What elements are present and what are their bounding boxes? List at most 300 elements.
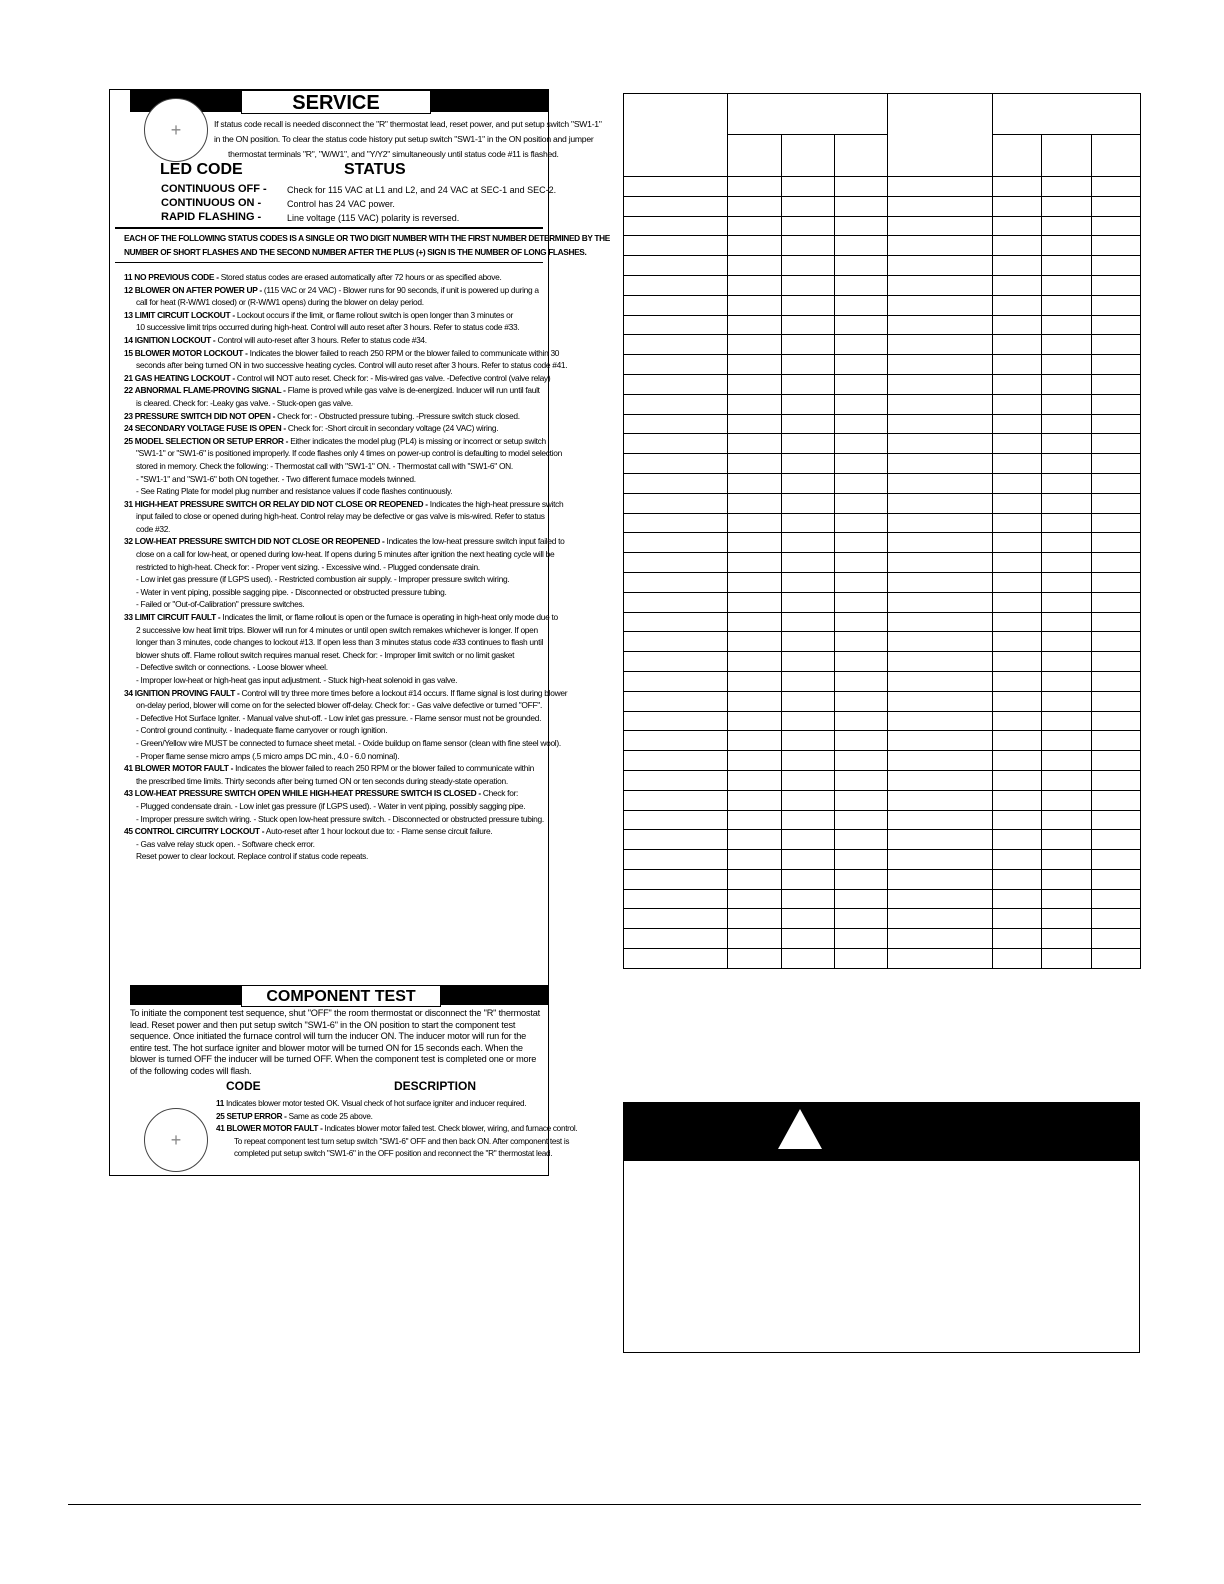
- led-status-continuous-off: Check for 115 VAC at L1 and L2, and 24 VAC at SEC-1 and SEC-2.: [287, 185, 557, 195]
- status-code-number: 22: [124, 385, 133, 396]
- table-cell: [888, 196, 993, 216]
- table-cell: [1042, 295, 1092, 315]
- led-code-heading: LED CODE: [160, 161, 243, 178]
- table-cell: [888, 850, 993, 870]
- table-header-cell: [888, 94, 993, 177]
- table-cell: [728, 691, 782, 711]
- table-cell: [993, 256, 1042, 276]
- table-cell: [888, 612, 993, 632]
- table-row: [624, 196, 1141, 216]
- status-code-item: [124, 687, 568, 700]
- table-cell: [835, 810, 888, 830]
- table-cell: [624, 196, 728, 216]
- table-cell: [1042, 691, 1092, 711]
- table-cell: [782, 454, 835, 474]
- table-cell: [1092, 473, 1141, 493]
- table-cell: [835, 869, 888, 889]
- banner-line-1: EACH OF THE FOLLOWING STATUS CODES IS A SINGLE OR TWO DIGIT NUMBER WITH THE FIRST NUMBER DETERMINED BY THE: [124, 233, 610, 243]
- status-code-name: IGNITION LOCKOUT -: [134, 334, 216, 345]
- table-cell: [835, 790, 888, 810]
- status-code-name: BLOWER ON AFTER POWER UP -: [134, 284, 262, 295]
- table-cell: [782, 216, 835, 236]
- table-cell: [993, 236, 1042, 256]
- table-cell: [624, 374, 728, 394]
- table-header-cell: [624, 94, 728, 177]
- table-cell: [624, 711, 728, 731]
- table-cell: [888, 770, 993, 790]
- description-heading: DESCRIPTION: [394, 1079, 477, 1093]
- status-code-text: code #32.: [136, 523, 171, 534]
- table-cell: [1042, 889, 1092, 909]
- status-code-text: blower shuts off. Flame rollout switch requires manual reset. Check for: - Improper limit switch or no limit gasket: [136, 649, 515, 660]
- table-cell: [835, 236, 888, 256]
- table-row: [624, 572, 1141, 592]
- table-cell: [888, 493, 993, 513]
- code-heading: CODE: [226, 1079, 261, 1093]
- table-cell: [1042, 869, 1092, 889]
- table-cell: [782, 572, 835, 592]
- table-cell: [1092, 434, 1141, 454]
- status-code-item: [124, 410, 544, 423]
- table-cell: [728, 929, 782, 949]
- table-cell: [782, 236, 835, 256]
- table-cell: [728, 275, 782, 295]
- table-cell: [835, 929, 888, 949]
- table-subheader-cell: [1042, 135, 1092, 177]
- table-cell: [888, 553, 993, 573]
- table-cell: [1092, 553, 1141, 573]
- table-cell: [728, 454, 782, 474]
- table-cell: [782, 929, 835, 949]
- table-cell: [624, 394, 728, 414]
- status-code-item: [124, 762, 544, 775]
- table-cell: [835, 473, 888, 493]
- status-code-text: close on a call for low-heat, or opened during low-heat. If opens during 5 minutes after ignition the next heating cycle will be: [136, 549, 555, 560]
- table-cell: [993, 949, 1042, 969]
- table-cell: [728, 770, 782, 790]
- table-cell: [1042, 909, 1092, 929]
- status-code-text: call for heat (R-W/W1 closed) or (R-W/W1 opens) during the blower on delay period.: [136, 297, 424, 308]
- table-cell: [993, 454, 1042, 474]
- table-cell: [624, 454, 728, 474]
- status-code-number: 25: [124, 435, 133, 446]
- table-cell: [782, 850, 835, 870]
- table-row: [624, 216, 1141, 236]
- table-cell: [888, 671, 993, 691]
- status-code-list: [124, 271, 568, 863]
- table-cell: [835, 731, 888, 751]
- table-cell: [888, 414, 993, 434]
- table-cell: [1042, 196, 1092, 216]
- table-row: [624, 335, 1141, 355]
- table-cell: [993, 473, 1042, 493]
- table-cell: [1092, 869, 1141, 889]
- table-cell: [835, 889, 888, 909]
- table-cell: [1042, 275, 1092, 295]
- table-cell: [624, 295, 728, 315]
- table-cell: [1042, 553, 1092, 573]
- table-cell: [728, 216, 782, 236]
- table-row: [624, 711, 1141, 731]
- plus-icon: +: [170, 1130, 182, 1150]
- table-cell: [624, 652, 728, 672]
- status-code-item: [124, 309, 544, 322]
- table-cell: [1092, 275, 1141, 295]
- table-cell: [624, 275, 728, 295]
- status-code-text: Lockout occurs if the limit, or flame rollout switch is open longer than 3 minutes or: [234, 309, 514, 320]
- status-code-text: Flame is proved while gas valve is de-energized. Inducer will run until fault: [285, 385, 540, 396]
- led-code-rapid-flashing: RAPID FLASHING -: [161, 211, 262, 223]
- table-cell: [888, 810, 993, 830]
- table-cell: [1042, 929, 1092, 949]
- table-cell: [888, 256, 993, 276]
- table-row: [624, 612, 1141, 632]
- status-code-text: Either indicates the model plug (PL4) is missing or incorrect or setup switch: [288, 435, 546, 446]
- table-row: [624, 909, 1141, 929]
- status-code-text: Control will try three more times before a lockout #14 occurs. If flame signal is lost during blower: [239, 687, 568, 698]
- table-row: [624, 533, 1141, 553]
- table-cell: [835, 830, 888, 850]
- table-cell: [624, 355, 728, 375]
- table-cell: [1042, 770, 1092, 790]
- table-cell: [1092, 454, 1141, 474]
- status-code-name: LOW-HEAT PRESSURE SWITCH OPEN WHILE HIGH-HEAT PRESSURE SWITCH IS CLOSED -: [134, 788, 481, 799]
- table-cell: [782, 533, 835, 553]
- table-cell: [782, 473, 835, 493]
- table-cell: [624, 513, 728, 533]
- table-cell: [624, 592, 728, 612]
- led-code-continuous-off: CONTINUOUS OFF -: [161, 183, 267, 195]
- component-test-code-item: [216, 1111, 550, 1124]
- table-cell: [1092, 335, 1141, 355]
- table-cell: [1092, 513, 1141, 533]
- table-cell: [888, 711, 993, 731]
- table-cell: [728, 177, 782, 197]
- table-cell: [1042, 751, 1092, 771]
- status-code-text: Control will NOT auto reset. Check for: - Mis-wired gas valve. -Defective control (valve relay): [234, 372, 551, 383]
- table-cell: [888, 731, 993, 751]
- status-code-number: 21: [124, 372, 133, 383]
- table-cell: [1092, 790, 1141, 810]
- service-label-panel: [109, 89, 610, 1176]
- table-row: [624, 295, 1141, 315]
- table-row: [624, 929, 1141, 949]
- table-cell: [1092, 711, 1141, 731]
- component-test-code-text: Same as code 25 above.: [286, 1111, 373, 1121]
- status-code-item: [124, 535, 565, 548]
- table-cell: [888, 572, 993, 592]
- table-cell: [728, 612, 782, 632]
- table-row: [624, 889, 1141, 909]
- status-code-item: [124, 825, 544, 838]
- status-code-text: Check for: - Obstructed pressure tubing. -Pressure switch stuck closed.: [275, 410, 520, 421]
- status-code-item: [124, 347, 560, 360]
- status-code-text: on-delay period, blower will come on for the selected blower off-delay. Check for: - Gas valve defective or turned "OFF".: [136, 700, 542, 711]
- table-cell: [782, 374, 835, 394]
- table-cell: [888, 533, 993, 553]
- table-cell: [1092, 493, 1141, 513]
- status-code-name: HIGH-HEAT PRESSURE SWITCH OR RELAY DID NOT CLOSE OR REOPENED -: [134, 498, 428, 509]
- table-row: [624, 394, 1141, 414]
- table-cell: [782, 909, 835, 929]
- status-code-text: Control will auto-reset after 3 hours. Refer to status code #34.: [215, 334, 427, 345]
- table-cell: [624, 177, 728, 197]
- status-code-text: - Control ground continuity. - Inadequate flame carryover or rough ignition.: [136, 725, 388, 736]
- status-code-number: 32: [124, 536, 133, 547]
- table-cell: [782, 275, 835, 295]
- table-cell: [1092, 533, 1141, 553]
- table-cell: [1042, 315, 1092, 335]
- status-code-item: [124, 435, 544, 448]
- table-row: [624, 256, 1141, 276]
- status-code-number: 33: [124, 612, 133, 623]
- table-cell: [835, 751, 888, 771]
- table-cell: [1092, 671, 1141, 691]
- table-cell: [993, 810, 1042, 830]
- table-cell: [888, 830, 993, 850]
- table-row: [624, 850, 1141, 870]
- component-test-code-list: [216, 1098, 578, 1161]
- status-heading: STATUS: [344, 161, 406, 178]
- table-cell: [888, 889, 993, 909]
- divider: [115, 262, 543, 263]
- table-cell: [1042, 830, 1092, 850]
- table-cell: [835, 335, 888, 355]
- status-code-text: - Improper low-heat or high-heat gas input adjustment. - Stuck high-heat solenoid in gas valve.: [136, 675, 458, 685]
- table-cell: [1042, 592, 1092, 612]
- table-cell: [993, 929, 1042, 949]
- table-cell: [782, 751, 835, 771]
- component-test-code-text: Indicates blower motor failed test. Check blower, wiring, and furnace control.: [322, 1124, 578, 1133]
- table-cell: [993, 652, 1042, 672]
- table-header-cell: [993, 94, 1141, 135]
- table-cell: [1092, 315, 1141, 335]
- table-cell: [728, 236, 782, 256]
- table-cell: [1092, 909, 1141, 929]
- table-cell: [728, 256, 782, 276]
- table-cell: [728, 592, 782, 612]
- table-row: [624, 434, 1141, 454]
- table-cell: [782, 394, 835, 414]
- table-cell: [624, 691, 728, 711]
- table-cell: [835, 374, 888, 394]
- status-code-text: Stored status codes are erased automatically after 72 hours or as specified above.: [218, 272, 502, 282]
- table-subheader-cell: [835, 135, 888, 177]
- table-subheader-cell: [993, 135, 1042, 177]
- table-cell: [835, 850, 888, 870]
- table-cell: [728, 909, 782, 929]
- table-cell: [835, 632, 888, 652]
- status-code-number: 31: [124, 498, 133, 509]
- status-code-number: 23: [124, 410, 133, 421]
- table-cell: [728, 632, 782, 652]
- table-subheader-cell: [1092, 135, 1141, 177]
- table-cell: [1092, 731, 1141, 751]
- status-code-number: 11: [124, 272, 133, 282]
- table-cell: [782, 691, 835, 711]
- status-code-name: MODEL SELECTION OR SETUP ERROR -: [134, 435, 289, 446]
- table-row: [624, 493, 1141, 513]
- table-cell: [888, 454, 993, 474]
- table-row: [624, 592, 1141, 612]
- mounting-hole-top: [144, 98, 208, 162]
- table-cell: [624, 869, 728, 889]
- table-cell: [888, 513, 993, 533]
- table-cell: [1042, 434, 1092, 454]
- table-cell: [1092, 751, 1141, 771]
- table-cell: [1092, 691, 1141, 711]
- table-cell: [993, 909, 1042, 929]
- table-cell: [728, 196, 782, 216]
- component-test-intro-line: lead. Reset power and then put setup switch "SW1-6" in the ON position to start the component test: [130, 1019, 516, 1030]
- table-cell: [624, 949, 728, 969]
- table-cell: [993, 533, 1042, 553]
- table-cell: [835, 196, 888, 216]
- status-code-text: 10 successive limit trips occurred during high-heat. Control will auto reset after 3 hours. Refer to status code #33.: [136, 322, 520, 333]
- warning-header-bar: [624, 1103, 1139, 1161]
- table-cell: [782, 553, 835, 573]
- table-cell: [1092, 572, 1141, 592]
- table-cell: [728, 572, 782, 592]
- table-cell: [888, 236, 993, 256]
- table-cell: [1042, 612, 1092, 632]
- table-cell: [993, 394, 1042, 414]
- table-cell: [782, 869, 835, 889]
- table-cell: [835, 434, 888, 454]
- table-cell: [888, 652, 993, 672]
- table-cell: [835, 572, 888, 592]
- table-cell: [782, 177, 835, 197]
- status-code-item: [124, 787, 544, 800]
- table-cell: [782, 513, 835, 533]
- table-cell: [835, 295, 888, 315]
- table-row: [624, 790, 1141, 810]
- table-cell: [728, 493, 782, 513]
- table-cell: [782, 671, 835, 691]
- table-cell: [728, 315, 782, 335]
- banner-line-2: NUMBER OF SHORT FLASHES AND THE SECOND NUMBER AFTER THE PLUS (+) SIGN IS THE NUMBER OF LONG FLASHES.: [124, 247, 587, 257]
- table-cell: [835, 216, 888, 236]
- table-cell: [993, 177, 1042, 197]
- status-code-name: GAS HEATING LOCKOUT -: [134, 372, 235, 383]
- table-cell: [782, 196, 835, 216]
- table-cell: [782, 355, 835, 375]
- table-row: [624, 869, 1141, 889]
- status-code-item: [124, 372, 551, 385]
- table-cell: [728, 394, 782, 414]
- table-cell: [835, 553, 888, 573]
- status-code-number: 45: [124, 826, 133, 837]
- table-cell: [1042, 671, 1092, 691]
- component-test-outro-line: To repeat component test turn setup switch "SW1-6" OFF and then back ON. After component test is: [234, 1136, 570, 1146]
- status-code-name: BLOWER MOTOR FAULT -: [134, 763, 234, 774]
- warning-box: [623, 1102, 1140, 1353]
- table-cell: [888, 374, 993, 394]
- table-cell: [888, 751, 993, 771]
- table-cell: [728, 295, 782, 315]
- status-code-text: - Green/Yellow wire MUST be connected to furnace sheet metal. - Oxide buildup on flame sensor (clean with fine steel wool).: [136, 737, 561, 748]
- status-code-text: the prescribed time limits. Thirty seconds after being turned ON or ten seconds during steady-state operation.: [136, 775, 508, 786]
- table-cell: [728, 751, 782, 771]
- table-cell: [782, 711, 835, 731]
- status-code-text: Indicates the high-heat pressure switch: [427, 498, 564, 509]
- status-code-text: - Plugged condensate drain. - Low inlet gas pressure (if LGPS used). - Water in vent piping, possibly sagging pipe.: [136, 800, 526, 811]
- service-title: SERVICE: [241, 90, 431, 114]
- table-cell: [993, 790, 1042, 810]
- table-cell: [782, 810, 835, 830]
- table-row: [624, 177, 1141, 197]
- table-cell: [888, 177, 993, 197]
- divider: [115, 227, 543, 229]
- table-cell: [1092, 216, 1141, 236]
- table-cell: [1042, 177, 1092, 197]
- table-cell: [624, 553, 728, 573]
- table-cell: [782, 770, 835, 790]
- table-cell: [1092, 850, 1141, 870]
- table-cell: [888, 592, 993, 612]
- table-cell: [993, 830, 1042, 850]
- component-test-code-number: 41: [216, 1124, 225, 1133]
- table-cell: [835, 493, 888, 513]
- table-cell: [1092, 592, 1141, 612]
- table-cell: [993, 493, 1042, 513]
- table-cell: [835, 256, 888, 276]
- component-test-code-item: [216, 1123, 578, 1136]
- status-code-text: 2 successive low heat limit trips. Blower will run for 4 minutes or until open switch remakes whichever is longer. If open: [136, 624, 538, 635]
- table-cell: [993, 355, 1042, 375]
- table-cell: [835, 355, 888, 375]
- service-intro-1: If status code recall is needed disconnect the "R" thermostat lead, reset power, and put setup switch "SW1-1": [214, 119, 602, 129]
- table-cell: [728, 335, 782, 355]
- table-cell: [624, 434, 728, 454]
- component-test-intro-line: entire test. The hot surface igniter and blower motor will be turned ON for 15 seconds each. When the: [130, 1042, 523, 1053]
- table-cell: [782, 434, 835, 454]
- table-cell: [782, 652, 835, 672]
- table-subheader-cell: [782, 135, 835, 177]
- table-cell: [1092, 414, 1141, 434]
- table-cell: [1042, 394, 1092, 414]
- table-cell: [835, 711, 888, 731]
- status-code-text: Indicates the blower failed to reach 250 RPM or the blower failed to communicate within 30: [247, 347, 560, 358]
- status-code-text: - Water in vent piping, possible sagging pipe. - Disconnected or obstructed pressure tubing.: [136, 586, 447, 597]
- table-cell: [1042, 711, 1092, 731]
- table-row: [624, 275, 1141, 295]
- table-cell: [782, 790, 835, 810]
- status-code-item: [124, 422, 544, 435]
- footer-rule: [68, 1504, 1141, 1505]
- table-row: [624, 751, 1141, 771]
- table-cell: [1042, 355, 1092, 375]
- status-code-item: [124, 611, 558, 624]
- table-cell: [1042, 572, 1092, 592]
- status-code-text: - Defective Hot Surface Igniter. - Manual valve shut-off. - Low inlet gas pressure. - Flame sensor must not be grounded.: [136, 712, 542, 723]
- table-cell: [835, 454, 888, 474]
- status-code-number: 43: [124, 788, 133, 799]
- table-row: [624, 473, 1141, 493]
- table-cell: [624, 731, 728, 751]
- table-cell: [1092, 177, 1141, 197]
- table-cell: [993, 275, 1042, 295]
- status-code-item: [124, 384, 544, 397]
- table-cell: [728, 414, 782, 434]
- table-header-cell: [728, 94, 888, 135]
- table-cell: [728, 374, 782, 394]
- table-cell: [624, 830, 728, 850]
- table-cell: [888, 909, 993, 929]
- table-cell: [993, 572, 1042, 592]
- table-cell: [1092, 236, 1141, 256]
- table-cell: [1092, 929, 1141, 949]
